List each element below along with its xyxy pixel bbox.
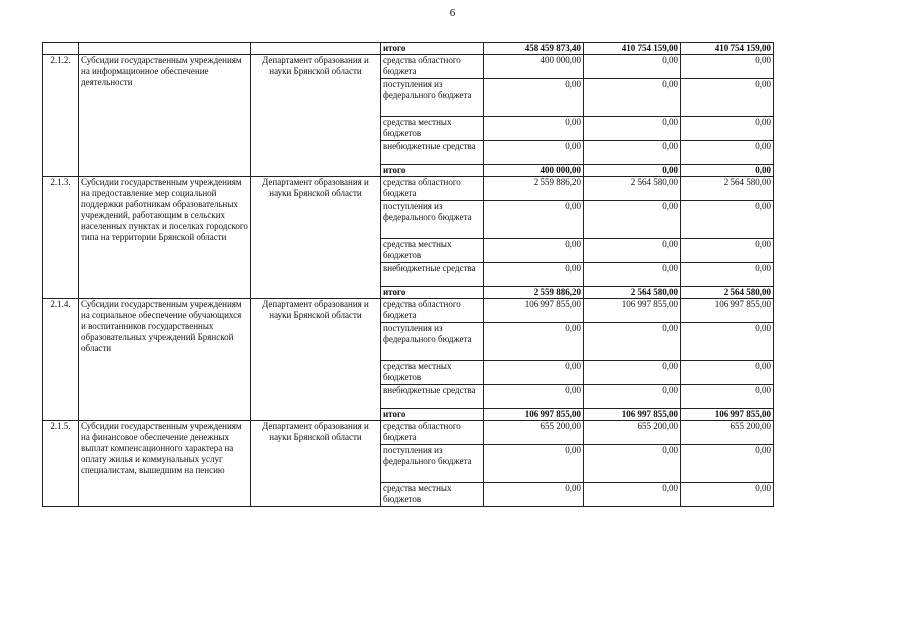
value-cell: 0,00	[681, 361, 774, 385]
funding-source-cell: итого	[381, 43, 484, 55]
value-cell: 0,00	[484, 263, 584, 287]
value-cell: 0,00	[681, 165, 774, 177]
value-cell: 2 564 580,00	[681, 177, 774, 201]
value-cell: 0,00	[584, 445, 681, 483]
value-cell: 0,00	[584, 55, 681, 79]
value-cell: 0,00	[681, 79, 774, 117]
value-cell: 106 997 855,00	[584, 409, 681, 421]
value-cell: 2 559 886,20	[484, 177, 584, 201]
value-cell: 2 559 886,20	[484, 287, 584, 299]
value-cell: 106 997 855,00	[584, 299, 681, 323]
funding-row	[43, 55, 774, 79]
empty-cell	[43, 43, 79, 55]
empty-cell	[79, 43, 251, 55]
funding-source-cell: средства местных бюджетов	[381, 117, 484, 141]
value-cell: 0,00	[681, 239, 774, 263]
value-cell: 0,00	[584, 117, 681, 141]
funding-source-cell: поступления из федерального бюджета	[381, 445, 484, 483]
value-cell: 0,00	[681, 323, 774, 361]
department-name: Департамент образования и науки Брянской области	[251, 55, 381, 177]
value-cell: 655 200,00	[584, 421, 681, 445]
value-cell: 0,00	[681, 483, 774, 507]
item-name: Субсидии государственным учреждениям на предоставление мер социальной поддержки работникам образовательных учреждений, работающим в сельских населенных пунктах и поселках городского типа на территории Брянской области	[79, 177, 251, 299]
value-cell: 106 997 855,00	[681, 299, 774, 323]
value-cell: 0,00	[681, 445, 774, 483]
value-cell: 2 564 580,00	[584, 177, 681, 201]
funding-source-cell: итого	[381, 287, 484, 299]
value-cell: 0,00	[584, 323, 681, 361]
value-cell: 0,00	[484, 445, 584, 483]
value-cell: 0,00	[584, 263, 681, 287]
value-cell: 0,00	[584, 239, 681, 263]
item-number: 2.1.2.	[43, 55, 79, 177]
value-cell: 400 000,00	[484, 165, 584, 177]
funding-source-cell: итого	[381, 409, 484, 421]
value-cell: 0,00	[484, 79, 584, 117]
value-cell: 106 997 855,00	[484, 409, 584, 421]
funding-row	[43, 299, 774, 323]
value-cell: 0,00	[584, 79, 681, 117]
funding-source-cell: внебюджетные средства	[381, 141, 484, 165]
item-number: 2.1.5.	[43, 421, 79, 507]
value-cell: 0,00	[584, 385, 681, 409]
value-cell: 400 000,00	[484, 55, 584, 79]
funding-source-cell: средства областного бюджета	[381, 421, 484, 445]
funding-source-cell: поступления из федерального бюджета	[381, 201, 484, 239]
funding-row	[43, 421, 774, 445]
value-cell: 0,00	[584, 165, 681, 177]
empty-cell	[251, 43, 381, 55]
funding-source-cell: средства областного бюджета	[381, 299, 484, 323]
item-name: Субсидии государственным учреждениям на информационное обеспечение деятельности	[79, 55, 251, 177]
item-number: 2.1.4.	[43, 299, 79, 421]
value-cell: 0,00	[484, 117, 584, 141]
funding-source-cell: поступления из федерального бюджета	[381, 79, 484, 117]
page-number: 6	[449, 7, 456, 19]
funding-source-cell: итого	[381, 165, 484, 177]
value-cell: 0,00	[681, 141, 774, 165]
value-cell: 106 997 855,00	[681, 409, 774, 421]
value-cell: 106 997 855,00	[484, 299, 584, 323]
value-cell: 0,00	[584, 141, 681, 165]
funding-source-cell: внебюджетные средства	[381, 263, 484, 287]
value-cell: 655 200,00	[681, 421, 774, 445]
value-cell: 410 754 159,00	[584, 43, 681, 55]
department-name: Департамент образования и науки Брянской области	[251, 299, 381, 421]
value-cell: 0,00	[484, 483, 584, 507]
value-cell: 0,00	[484, 141, 584, 165]
department-name: Департамент образования и науки Брянской области	[251, 421, 381, 507]
item-number: 2.1.3.	[43, 177, 79, 299]
funding-row	[43, 177, 774, 201]
header-total-row	[43, 43, 774, 55]
value-cell: 0,00	[584, 361, 681, 385]
value-cell: 0,00	[584, 483, 681, 507]
value-cell: 0,00	[584, 201, 681, 239]
funding-source-cell: средства местных бюджетов	[381, 483, 484, 507]
funding-source-cell: средства местных бюджетов	[381, 239, 484, 263]
funding-source-cell: средства областного бюджета	[381, 177, 484, 201]
value-cell: 410 754 159,00	[681, 43, 774, 55]
value-cell: 0,00	[681, 201, 774, 239]
value-cell: 0,00	[484, 385, 584, 409]
funding-source-cell: поступления из федерального бюджета	[381, 323, 484, 361]
value-cell: 0,00	[484, 361, 584, 385]
value-cell: 655 200,00	[484, 421, 584, 445]
value-cell: 2 564 580,00	[584, 287, 681, 299]
value-cell: 0,00	[484, 201, 584, 239]
funding-source-cell: внебюджетные средства	[381, 385, 484, 409]
value-cell: 458 459 873,40	[484, 43, 584, 55]
value-cell: 0,00	[484, 323, 584, 361]
department-name: Департамент образования и науки Брянской области	[251, 177, 381, 299]
value-cell: 0,00	[681, 55, 774, 79]
item-name: Субсидии государственным учреждениям на социальное обеспечение обучающихся и воспитанников государственных образовательных учреждений Брянской области	[79, 299, 251, 421]
value-cell: 0,00	[681, 385, 774, 409]
budget-table	[42, 42, 774, 507]
value-cell: 0,00	[681, 117, 774, 141]
funding-source-cell: средства областного бюджета	[381, 55, 484, 79]
funding-source-cell: средства местных бюджетов	[381, 361, 484, 385]
item-name: Субсидии государственным учреждениям на финансовое обеспечение денежных выплат компенсационного характера на оплату жилья и коммунальных услуг специалистам, вышедшим на пенсию	[79, 421, 251, 507]
value-cell: 0,00	[681, 263, 774, 287]
value-cell: 0,00	[484, 239, 584, 263]
value-cell: 2 564 580,00	[681, 287, 774, 299]
